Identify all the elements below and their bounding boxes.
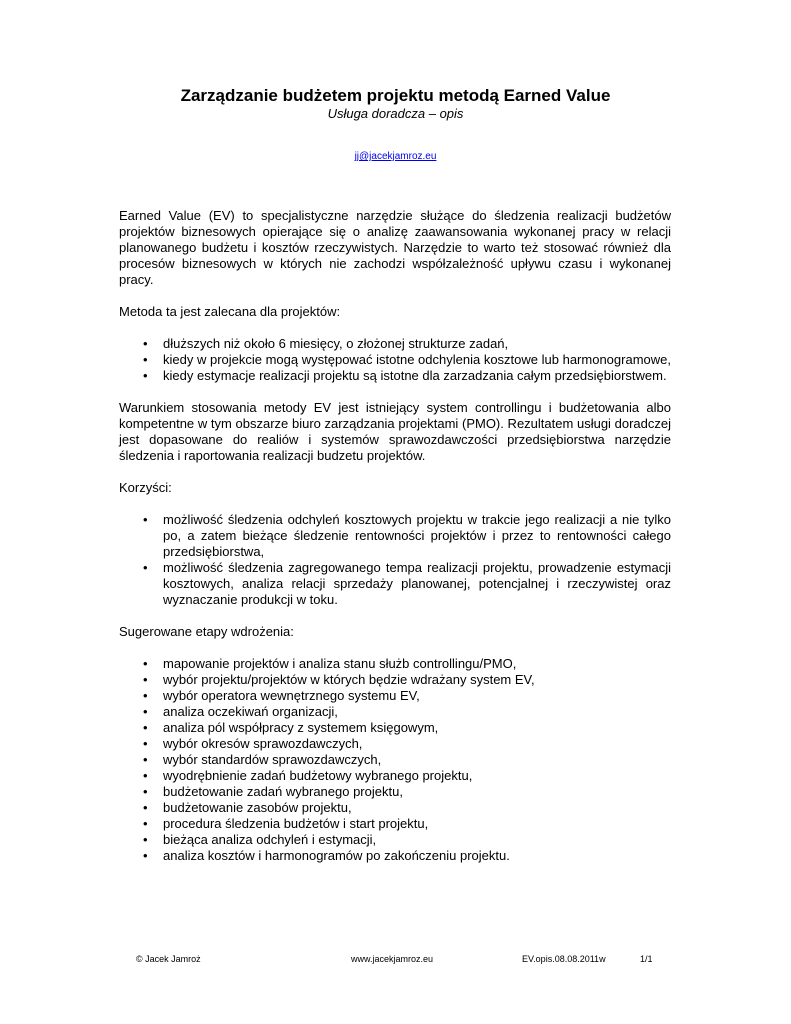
footer-doc-id: EV.opis.08.08.2011w: [522, 954, 606, 964]
list-item: • możliwość śledzenia odchyleń kosztowych projektu w trakcie jego realizacji a nie tylko po, a zatem bieżące śledzenie rentowności projektów i przez to rentowności całego przedsiębiorstwa,: [143, 512, 671, 559]
recommended-heading: Metoda ta jest zalecana dla projektów:: [119, 304, 341, 319]
bullet-icon: •: [143, 368, 148, 383]
list-item: • możliwość śledzenia zagregowanego tempa realizacji projektu, prowadzenie estymacji kosztowych, analiza relacji sprzedaży planowanej, potencjalnej i rzeczywistej oraz wyznaczanie produkcji w toku.: [143, 560, 671, 607]
list-item: • procedura śledzenia budżetów i start projektu,: [143, 816, 429, 831]
list-item: • kiedy estymacje realizacji projektu są istotne dla zarzadzania całym przedsiębiorstwem.: [143, 368, 667, 383]
document-body: [119, 208, 671, 864]
footer-website: www.jacekjamroz.eu: [351, 954, 434, 964]
bullet-icon: •: [143, 352, 148, 367]
list-item: • mapowanie projektów i analiza stanu służb controllingu/PMO,: [143, 656, 517, 671]
list-item: • wybór operatora wewnętrznego systemu EV,: [143, 688, 420, 703]
list-item: • wybór okresów sprawozdawczych,: [143, 736, 363, 751]
bullet-icon: •: [143, 816, 148, 831]
bullet-icon: •: [143, 832, 148, 847]
bullet-icon: •: [143, 784, 148, 799]
bullet-icon: •: [143, 336, 148, 351]
list-item: • wybór standardów sprawozdawczych,: [143, 752, 382, 767]
bullet-icon: •: [143, 512, 148, 527]
bullet-icon: •: [143, 736, 148, 751]
benefits-heading: Korzyści:: [119, 480, 172, 495]
bullet-icon: •: [143, 848, 148, 863]
list-item: • wyodrębnienie zadań budżetowy wybranego projektu,: [143, 768, 473, 783]
footer-author: © Jacek Jamroż: [136, 954, 201, 964]
footer-page-number: 1/1: [640, 954, 653, 964]
bullet-icon: •: [143, 688, 148, 703]
conditions-paragraph: Warunkiem stosowania metody EV jest istniejący system controllingu i budżetowania albo kompetentne w tym obszarze biuro zarządzania projektami (PMO). Rezultatem usługi doradczej jest dopasowane do realiów i systemów sprawozdawczości przedsiębiorstwa narzędzie śledzenia i raportowania realizacji budzetu projektów.: [119, 400, 671, 463]
list-item: • bieżąca analiza odchyleń i estymacji,: [143, 832, 377, 847]
document-subtitle: Usługa doradcza – opis: [327, 106, 464, 121]
bullet-icon: •: [143, 720, 148, 735]
document-title: Zarządzanie budżetem projektu metodą Earned Value: [180, 86, 611, 105]
list-item: • analiza pól współpracy z systemem księgowym,: [143, 720, 439, 735]
stages-heading: Sugerowane etapy wdrożenia:: [119, 624, 294, 639]
intro-paragraph: Earned Value (EV) to specjalistyczne narzędzie służące do śledzenia realizacji budżetów projektów biznesowych opierające się o analizę zaawansowania wykonanej pracy w relacji planowanego budżetu i kosztów rzeczywistych. Narzędzie to warto też stosować również dla procesów biznesowych w których nie zachodzi współzależność upływu czasu i wykonanej pracy.: [119, 208, 671, 287]
bullet-icon: •: [143, 560, 148, 575]
recommended-list: [119, 336, 671, 384]
bullet-icon: •: [143, 704, 148, 719]
list-item: • kiedy w projekcie mogą występować istotne odchylenia kosztowe lub harmonogramowe,: [143, 352, 671, 367]
list-item: • wybór projektu/projektów w których będzie wdrażany system EV,: [143, 672, 535, 687]
bullet-icon: •: [143, 656, 148, 671]
list-item: • analiza kosztów i harmonogramów po zakończeniu projektu.: [143, 848, 510, 863]
bullet-icon: •: [143, 672, 148, 687]
email-link[interactable]: jj@jacekjamroz.eu: [354, 151, 437, 162]
bullet-icon: •: [143, 752, 148, 767]
list-item: • budżetowanie zasobów projektu,: [143, 800, 352, 815]
bullet-icon: •: [143, 800, 148, 815]
list-item: • dłuższych niż około 6 miesięcy, o złożonej strukturze zadań,: [143, 336, 509, 351]
bullet-icon: •: [143, 768, 148, 783]
list-item: • analiza oczekiwań organizacji,: [143, 704, 338, 719]
benefits-list: [119, 512, 671, 608]
list-item: • budżetowanie zadań wybranego projektu,: [143, 784, 403, 799]
contact-email: [0, 150, 791, 164]
stages-list: [119, 656, 671, 864]
